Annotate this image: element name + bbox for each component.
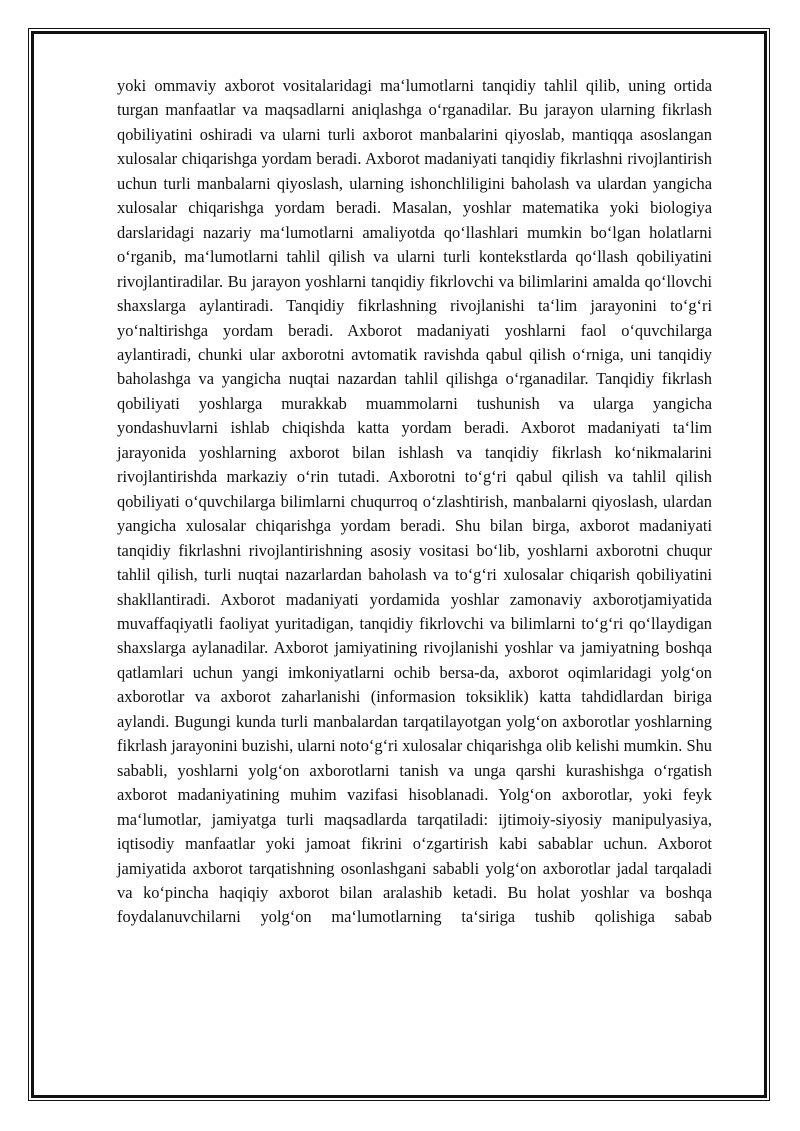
body-paragraph: yoki ommaviy axborot vositalaridagi ma‘lumotlarni tanqidiy tahlil qilib, uning ortida turgan manfaatlar va maqsadlarni aniqlashga o‘rganadilar. Bu jarayon ularning fikrlash qobiliyatini oshiradi va ularni turli axborot manbalarini qiyoslab, mantiqqa asoslangan xulosalar chiqarishga yordam beradi. Axborot madaniyati tanqidiy fikrlashni rivojlantirish uchun turli manbalarni qiyoslash, ularning ishonchliligini baholash va ulardan yangicha xulosalar chiqarishga yordam beradi. Masalan, yoshlar matematika yoki biologiya darslaridagi nazariy ma‘lumotlarni amaliyotda qo‘llashlari mumkin bo‘lgan holatlarni o‘rganib, ma‘lumotlarni tahlil qilish va ularni turli kontekstlarda qo‘llash qobiliyatini rivojlantiradilar. Bu jarayon yoshlarni tanqidiy fikrlovchi va bilimlarini amalda qo‘llovchi shaxslarga aylantiradi. Tanqidiy fikrlashning rivojlanishi ta‘lim jarayonini to‘g‘ri yo‘naltirishga yordam beradi. Axborot madaniyati yoshlarni faol o‘quvchilarga aylantiradi, chunki ular axborotni avtomatik ravishda qabul qilish o‘rniga, uni tanqidiy baholashga va yangicha nuqtai nazardan tahlil qilishga o‘rganadilar. Tanqidiy fikrlash qobiliyati yoshlarga murakkab muammolarni tushunish va ularga yangicha yondashuvlarni ishlab chiqishda katta yordam beradi. Axborot madaniyati ta‘lim jarayonida yoshlarning axborot bilan ishlash va tanqidiy fikrlash ko‘nikmalarini rivojlantirishda markaziy o‘rin tutadi. Axborotni to‘g‘ri qabul qilish va tahlil qilish qobiliyati o‘quvchilarga bilimlarni chuqurroq o‘zlashtirish, manbalarni qiyoslash, ulardan yangicha xulosalar chiqarishga yordam beradi. Shu bilan birga, axborot madaniyati tanqidiy fikrlashni rivojlantirishning asosiy vositasi bo‘lib, yoshlarni axborotni chuqur tahlil qilish, turli nuqtai nazarlardan baholash va to‘g‘ri xulosalar chiqarish qobiliyatini shakllantiradi. Axborot madaniyati yordamida yoshlar zamonaviy axborotjamiyatida muvaffaqiyatli faoliyat yuritadigan, tanqidiy fikrlovchi va bilimlarni to‘g‘ri qo‘llaydigan shaxslarga aylanadilar. Axborot jamiyatining rivojlanishi yoshlar va jamiyatning boshqa qatlamlari uchun yangi imkoniyatlarni ochib bersa-da, axborot oqimlaridagi yolg‘on axborotlar va axborot zaharlanishi (informasion toksiklik) katta tahdidlardan biriga aylandi. Bugungi kunda turli manbalardan tarqatilayotgan yolg‘on axborotlar yoshlarning fikrlash jarayonini buzishi, ularni noto‘g‘ri xulosalar chiqarishga olib kelishi mumkin. Shu sababli, yoshlarni yolg‘on axborotlarni tanish va unga qarshi kurashishga o‘rgatish axborot madaniyatining muhim vazifasi hisoblanadi. Yolg‘on axborotlar, yoki feyk ma‘lumotlar, jamiyatga turli maqsadlarda tarqatiladi: ijtimoiy-siyosiy manipulyasiya, iqtisodiy manfaatlar yoki jamoat fikrini o‘zgartirish kabi sabablar uchun. Axborot jamiyatida axborot tarqatishning osonlashgani sababli yolg‘on axborotlar jadal tarqaladi va ko‘pincha haqiqiy axborot bilan aralashib ketadi. Bu holat yoshlar va boshqa foydalanuvchilarni yolg‘on ma‘lumotlarning ta‘siriga tushib qolishiga sabab: [117, 76, 712, 927]
